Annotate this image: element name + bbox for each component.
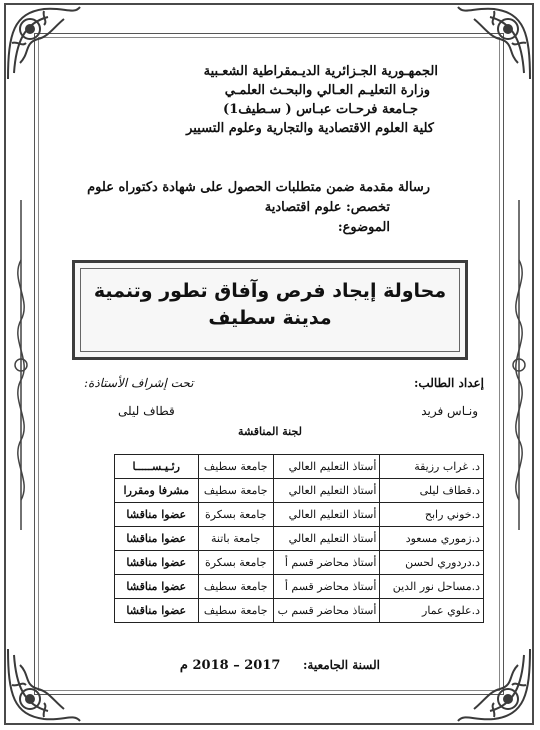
subject-label: الموضوع: [337,220,390,235]
university-name: جـامعة فرحـات عبـاس ( سـطيف1) [223,102,418,117]
member-name: د.قطاف ليلى [380,479,484,503]
table-row [115,575,484,599]
member-role: رئـيـســـــا [115,455,199,479]
academic-year-label: السنة الجامعية: [302,658,380,672]
table-row [115,551,484,575]
member-name: د.علوي عمار [380,599,484,623]
member-role: عضوا مناقشا [115,551,199,575]
republic-name: الجمهـورية الجـزائرية الديـمقراطية الشعـبية [203,64,438,79]
institution-header [108,62,438,138]
member-name: د.زموري مسعود [380,527,484,551]
member-rank: أستاذ التعليم العالي [273,527,379,551]
member-role: مشرفا ومقررا [115,479,199,503]
member-university: جامعة سطيف [198,479,273,503]
member-rank: أستاذ التعليم العالي [273,479,379,503]
left-side-ornament-icon [8,200,34,530]
member-role: عضوا مناقشا [115,599,199,623]
member-university: جامعة سطيف [198,455,273,479]
member-rank: أستاذ محاضر قسم أ [273,575,379,599]
academic-year-value: 2017 – 2018 م [179,658,281,673]
academic-year [180,658,380,673]
table-row [115,455,484,479]
right-side-ornament-icon [506,200,532,530]
member-name: د.مساحل نور الدين [380,575,484,599]
student-label: إعداد الطالب: [413,376,484,390]
member-role: عضوا مناقشا [115,503,199,527]
corner-ornament-icon [454,645,534,725]
member-university: جامعة سطيف [198,575,273,599]
committee-title: لجنة المناقشة [238,425,302,438]
member-name: د.دردوري لحسن [380,551,484,575]
member-university: جامعة باتنة [198,527,273,551]
thesis-purpose: رسالة مقدمة ضمن متطلبات الحصول على شهادة دكتوراه علوم [87,180,430,195]
corner-ornament-icon [4,3,84,83]
thesis-specialty: تخصص: علوم اقتصادية [264,200,390,215]
title-frame [72,260,468,360]
supervisor-name: قطاف ليلى [118,404,175,418]
supervisor-label: تحت إشراف الأستاذة: [84,376,194,390]
corner-ornament-icon [454,3,534,83]
committee-table [114,454,484,623]
corner-ornament-icon [4,645,84,725]
table-row [115,503,484,527]
member-role: عضوا مناقشا [115,527,199,551]
table-row [115,527,484,551]
thesis-title: محاولة إيجاد فرص وآفاق تطور وتنمية مدينة سطيف [93,280,447,329]
member-rank: أستاذ محاضر قسم أ [273,551,379,575]
member-rank: أستاذ التعليم العالي [273,455,379,479]
member-name: د.خوني رابح [380,503,484,527]
member-rank: أستاذ محاضر قسم ب [273,599,379,623]
member-university: جامعة بسكرة [198,503,273,527]
thesis-info [87,178,430,238]
member-rank: أستاذ التعليم العالي [273,503,379,527]
table-row [115,599,484,623]
faculty-name: كلية العلوم الاقتصادية والتجارية وعلوم التسيير [186,121,434,136]
student-name: ونـاس فريد [421,404,478,418]
member-role: عضوا مناقشا [115,575,199,599]
member-university: جامعة سطيف [198,599,273,623]
member-university: جامعة بسكرة [198,551,273,575]
ministry-name: وزارة التعليـم العـالي والبحـث العلمـي [224,83,430,98]
table-row [115,479,484,503]
member-name: د. غراب رزيقة [380,455,484,479]
